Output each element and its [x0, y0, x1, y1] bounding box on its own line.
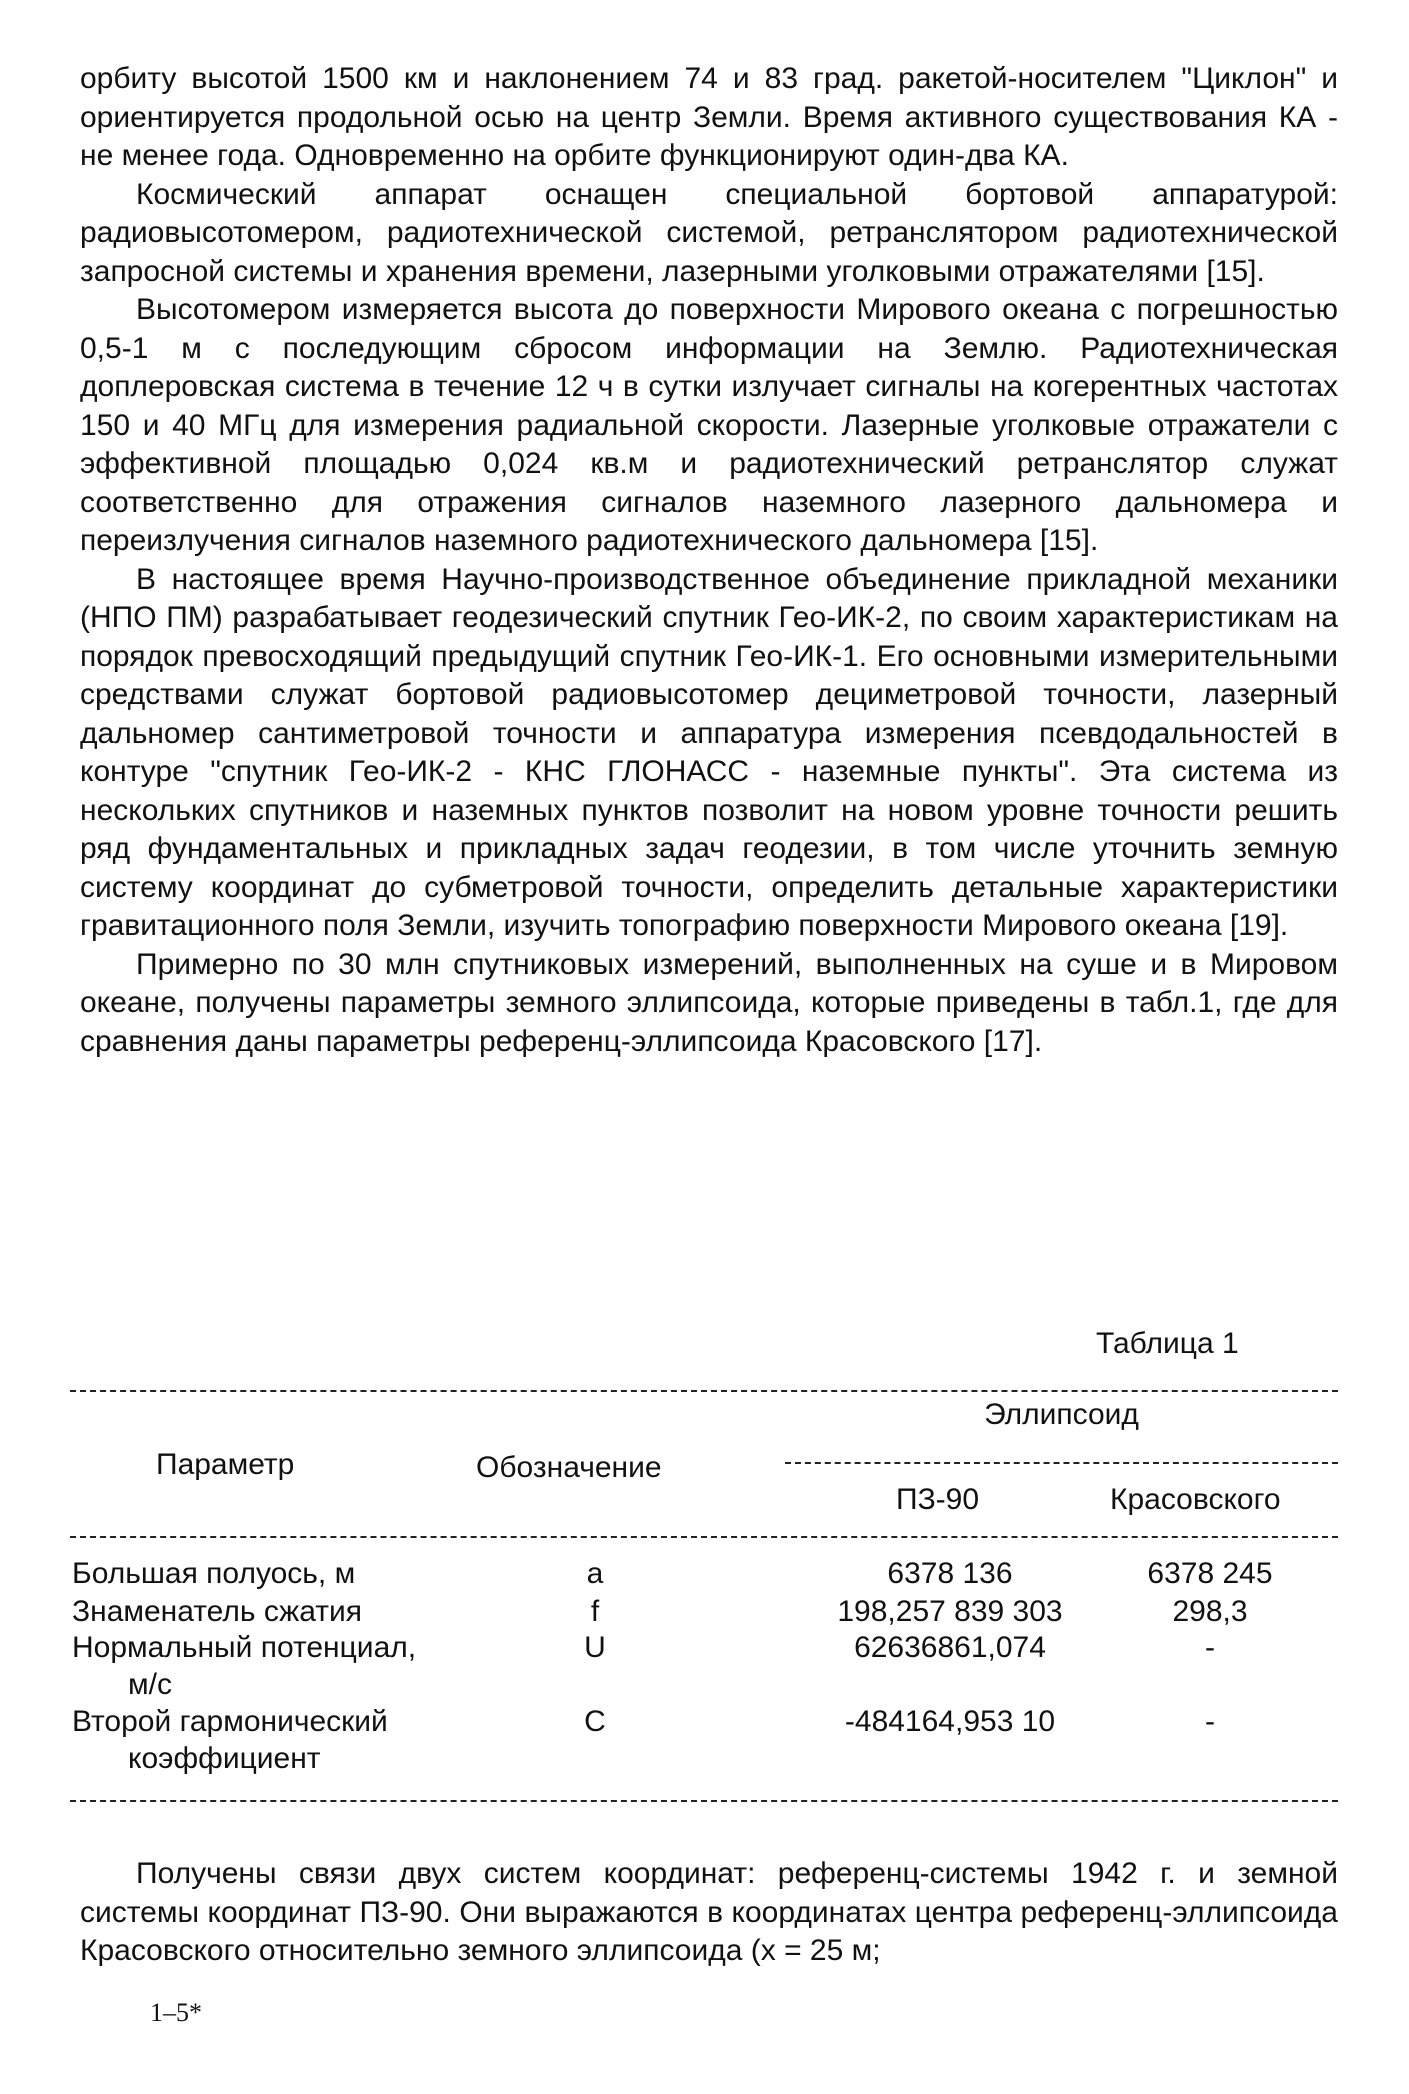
paragraph-2: Космический аппарат оснащен специальной бортовой аппаратурой: радиовысотомером, радиотехнической системой, ретранслятором радиотехнической запросной системы и хранения времени, лазерными уголковыми отражателями [15]. — [80, 177, 1338, 288]
row-3-krasovsky: - — [1205, 1631, 1215, 1664]
row-2-symbol: f — [590, 1595, 600, 1628]
row-1-parameter: Большая полуось, м — [72, 1557, 356, 1590]
table-top-rule — [70, 1390, 1338, 1392]
row-3-parameter: Нормальный потенциал, — [72, 1631, 417, 1664]
paragraph-4: В настоящее время Научно-производственное объединение прикладной механики (НПО ПМ) разрабатывает геодезический спутник Гео-ИК-2, по своим характеристикам на порядок превосходящий предыдущий спутник Гео-ИК-1. Его основными измерительными средствами служат бортовой радиовысотомер дециметровой точности, лазерный дальномер сантиметровой точности и аппаратура измерения псевдодальностей в контуре "спутник Гео-ИК-2 - КНС ГЛОНАСС - наземные пункты". Эта система из нескольких спутников и наземных пунктов позволит на новом уровне точности решить ряд фундаментальных и прикладных задач геодезии, в том числе уточнить земную систему координат до субметровой точности, определить детальные характеристики гравитационного поля Земли, изучить топографию поверхности Мирового океана [19]. — [80, 562, 1338, 942]
row-1-krasovsky: 6378 245 — [1147, 1557, 1273, 1590]
closing-text — [80, 1855, 1338, 1971]
row-2-pz90: 198,257 839 303 — [837, 1595, 1063, 1628]
table-bottom-rule — [70, 1800, 1338, 1802]
row-3-symbol: U — [584, 1631, 606, 1664]
row-4-pz90: -484164,953 10 — [844, 1705, 1056, 1738]
paragraph-5: Примерно по 30 млн спутниковых измерений, выполненных на суше и в Мировом океане, получены параметры земного эллипсоида, которые приведены в табл.1, где для сравнения даны параметры референц-эллипсоида Красовского [17]. — [80, 947, 1338, 1058]
paragraph-3: Высотомером измеряется высота до поверхности Мирового океана с погрешностью 0,5-1 м с последующим сбросом информации на Землю. Радиотехническая доплеровская система в течение 12 ч в сутки излучает сигналы на когерентных частотах 150 и 40 МГц для измерения радиальной скорости. Лазерные уголковые отражатели с эффективной площадью 0,024 кв.м и радиотехнический ретранслятор служат соответственно для отражения сигналов наземного лазерного дальномера и переизлучения сигналов наземного радиотехнического дальномера [15]. — [80, 293, 1338, 557]
row-4-parameter-cont: коэффициент — [128, 1742, 321, 1775]
row-1-pz90: 6378 136 — [887, 1557, 1013, 1590]
page-signature: 1–5* — [150, 1998, 202, 2027]
row-4-parameter: Второй гармонический — [72, 1705, 388, 1738]
row-2-krasovsky: 298,3 — [1172, 1595, 1248, 1628]
header-parameter: Параметр — [156, 1448, 295, 1481]
row-3-parameter-unit: м/с — [128, 1668, 172, 1701]
row-3-pz90: 62636861,074 — [854, 1631, 1046, 1664]
row-2-parameter: Знаменатель сжатия — [72, 1595, 363, 1628]
header-ellipsoid: Эллипсоид — [984, 1398, 1139, 1431]
row-4-krasovsky: - — [1205, 1705, 1215, 1738]
table-caption: Таблица 1 — [1096, 1327, 1239, 1360]
header-krasovsky: Красовского — [1110, 1483, 1281, 1516]
header-bottom-rule — [70, 1536, 1338, 1538]
header-pz90: ПЗ-90 — [896, 1483, 980, 1516]
header-designation: Обозначение — [476, 1451, 662, 1484]
body-text — [80, 60, 1338, 1061]
ellipsoid-subrule — [785, 1462, 1338, 1464]
row-4-symbol: С — [584, 1705, 606, 1738]
paragraph-1: орбиту высотой 1500 км и наклонением 74 и 83 град. ракетой-носителем "Циклон" и ориентируется продольной осью на центр Земли. Время активного существования КА - не менее года. Одновременно на орбите функционируют один-два КА. — [80, 62, 1338, 172]
closing-paragraph: Получены связи двух систем координат: референц-системы 1942 г. и земной системы координат ПЗ-90. Они выражаются в координатах центра референц-эллипсоида Красовского относительно земного эллипсоида (x = 25 м; — [80, 1857, 1338, 1967]
row-1-symbol: a — [586, 1557, 604, 1590]
